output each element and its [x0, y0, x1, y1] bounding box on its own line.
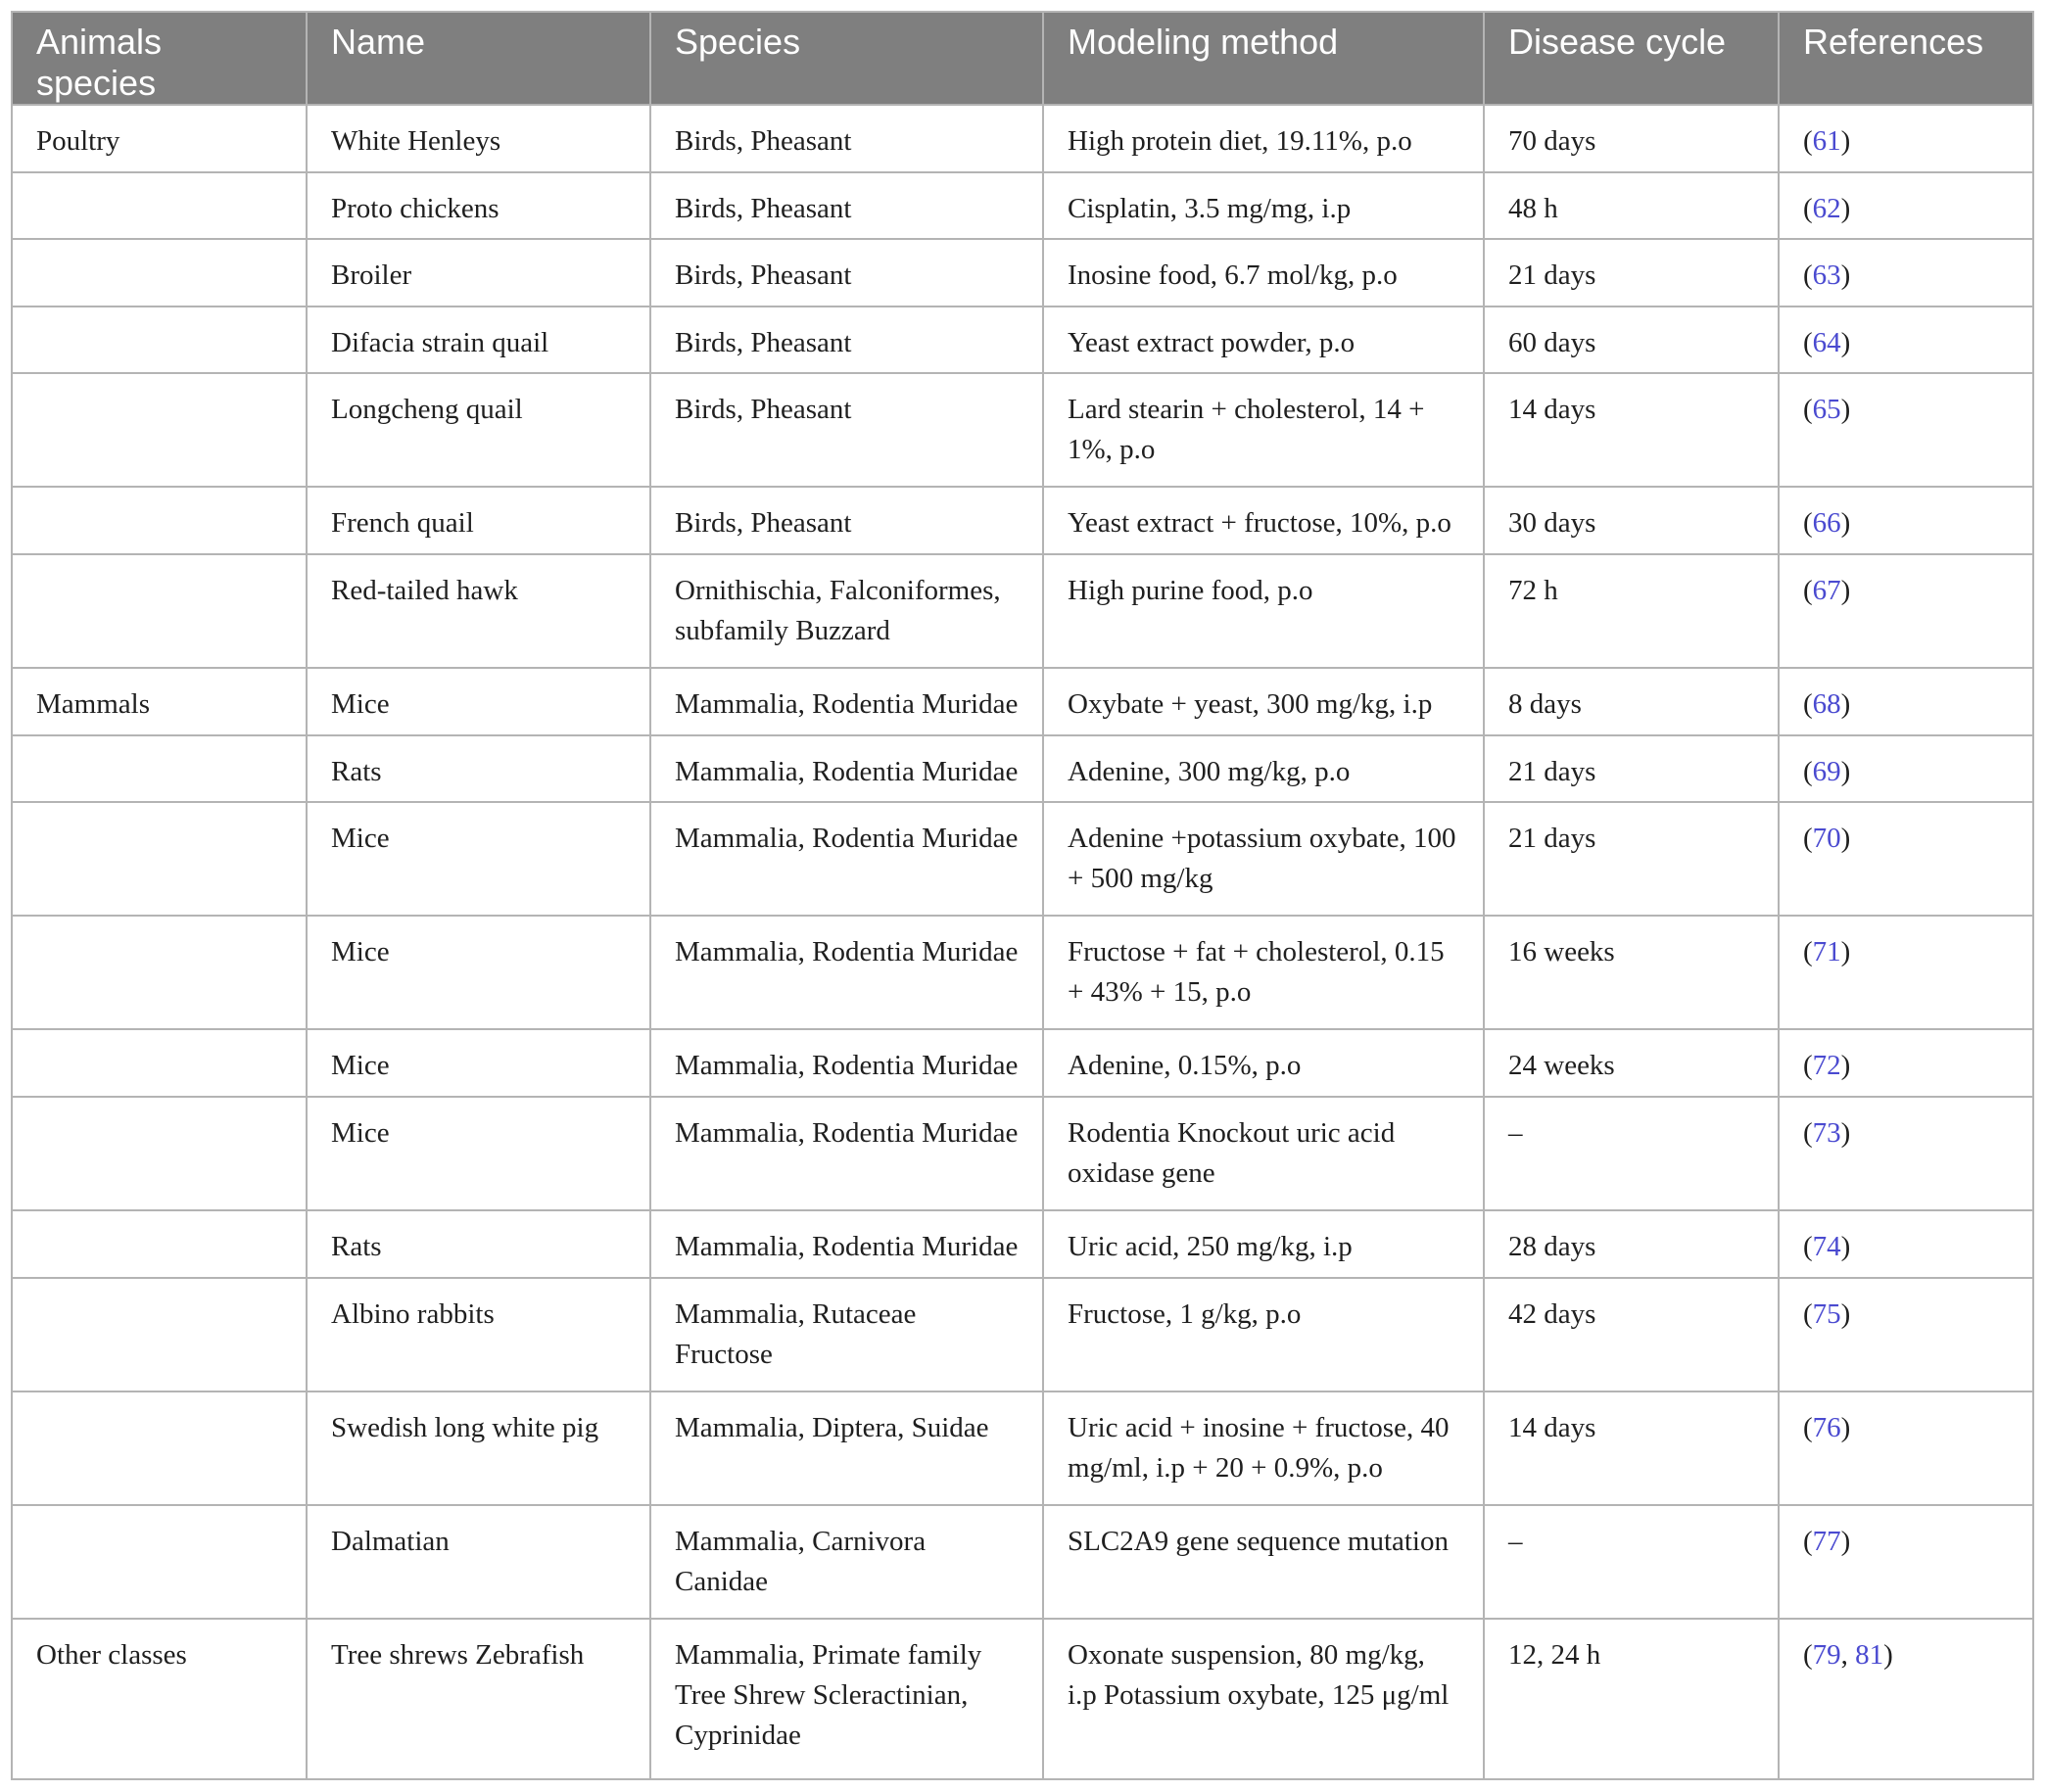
cell-references: (69)	[1779, 735, 2033, 803]
cell-modeling-method: Fructose + fat + cholesterol, 0.15 + 43% + 15, p.o	[1043, 916, 1484, 1029]
reference-link[interactable]: 68	[1812, 687, 1841, 720]
cell-species: Mammalia, Rodentia Muridae	[650, 1029, 1043, 1097]
cell-modeling-method: High purine food, p.o	[1043, 554, 1484, 668]
cell-disease-cycle: 24 weeks	[1484, 1029, 1779, 1097]
cell-animals-species	[12, 1278, 307, 1391]
cell-name: Red-tailed hawk	[307, 554, 650, 668]
cell-references: (79, 81)	[1779, 1619, 2033, 1779]
cell-references: (66)	[1779, 487, 2033, 554]
cell-name: Albino rabbits	[307, 1278, 650, 1391]
cell-references: (61)	[1779, 105, 2033, 172]
cell-disease-cycle: 21 days	[1484, 735, 1779, 803]
cell-species: Birds, Pheasant	[650, 373, 1043, 487]
cell-modeling-method: Uric acid, 250 mg/kg, i.p	[1043, 1210, 1484, 1278]
cell-modeling-method: Adenine, 300 mg/kg, p.o	[1043, 735, 1484, 803]
cell-disease-cycle: 30 days	[1484, 487, 1779, 554]
table-row	[12, 1619, 2033, 1779]
cell-modeling-method: Oxonate suspension, 80 mg/kg, i.p Potassium oxybate, 125 μg/ml	[1043, 1619, 1484, 1779]
cell-disease-cycle: 28 days	[1484, 1210, 1779, 1278]
header-modeling-method: Modeling method	[1043, 12, 1484, 105]
cell-name: Mice	[307, 1029, 650, 1097]
reference-link[interactable]: 63	[1812, 259, 1841, 292]
cell-species: Mammalia, Rodentia Muridae	[650, 1210, 1043, 1278]
cell-modeling-method: SLC2A9 gene sequence mutation	[1043, 1505, 1484, 1619]
cell-modeling-method: High protein diet, 19.11%, p.o	[1043, 105, 1484, 172]
table-row	[12, 1505, 2033, 1619]
cell-name: Rats	[307, 1210, 650, 1278]
cell-name: Dalmatian	[307, 1505, 650, 1619]
cell-name: French quail	[307, 487, 650, 554]
cell-modeling-method: Yeast extract powder, p.o	[1043, 307, 1484, 374]
reference-link[interactable]: 72	[1812, 1050, 1841, 1082]
cell-references: (64)	[1779, 307, 2033, 374]
cell-disease-cycle: 21 days	[1484, 239, 1779, 307]
table-row	[12, 916, 2033, 1029]
cell-name: Tree shrews Zebrafish	[307, 1619, 650, 1779]
cell-animals-species	[12, 1097, 307, 1210]
table-header	[12, 12, 2033, 105]
cell-animals-species	[12, 239, 307, 307]
table-row	[12, 239, 2033, 307]
cell-name: Rats	[307, 735, 650, 803]
cell-name: Swedish long white pig	[307, 1391, 650, 1505]
table-row	[12, 105, 2033, 172]
cell-disease-cycle: 8 days	[1484, 668, 1779, 735]
cell-name: Mice	[307, 802, 650, 916]
reference-link[interactable]: 70	[1812, 823, 1841, 855]
table-row	[12, 1278, 2033, 1391]
cell-animals-species	[12, 1029, 307, 1097]
cell-species: Mammalia, Rodentia Muridae	[650, 916, 1043, 1029]
cell-animals-species	[12, 916, 307, 1029]
cell-species: Mammalia, Primate family Tree Shrew Scleractinian, Cyprinidae	[650, 1619, 1043, 1779]
cell-name: Broiler	[307, 239, 650, 307]
cell-animals-species	[12, 373, 307, 487]
cell-species: Mammalia, Rodentia Muridae	[650, 1097, 1043, 1210]
cell-disease-cycle: 16 weeks	[1484, 916, 1779, 1029]
table-row	[12, 373, 2033, 487]
animal-models-table	[11, 11, 2034, 1780]
table-row	[12, 1029, 2033, 1097]
reference-link[interactable]: 62	[1812, 192, 1841, 224]
cell-species: Birds, Pheasant	[650, 307, 1043, 374]
table-row	[12, 735, 2033, 803]
cell-modeling-method: Lard stearin + cholesterol, 14 + 1%, p.o	[1043, 373, 1484, 487]
header-species: Species	[650, 12, 1043, 105]
cell-disease-cycle: –	[1484, 1097, 1779, 1210]
cell-animals-species: Poultry	[12, 105, 307, 172]
cell-name: Mice	[307, 1097, 650, 1210]
cell-species: Mammalia, Rodentia Muridae	[650, 735, 1043, 803]
cell-disease-cycle: 48 h	[1484, 172, 1779, 240]
cell-modeling-method: Rodentia Knockout uric acid oxidase gene	[1043, 1097, 1484, 1210]
table-row	[12, 1210, 2033, 1278]
cell-references: (73)	[1779, 1097, 2033, 1210]
cell-disease-cycle: –	[1484, 1505, 1779, 1619]
cell-animals-species	[12, 1210, 307, 1278]
cell-references: (62)	[1779, 172, 2033, 240]
reference-link[interactable]: 81	[1855, 1639, 1884, 1672]
cell-name: Mice	[307, 916, 650, 1029]
cell-disease-cycle: 14 days	[1484, 373, 1779, 487]
cell-animals-species	[12, 487, 307, 554]
cell-name: Difacia strain quail	[307, 307, 650, 374]
cell-references: (77)	[1779, 1505, 2033, 1619]
cell-references: (65)	[1779, 373, 2033, 487]
cell-modeling-method: Fructose, 1 g/kg, p.o	[1043, 1278, 1484, 1391]
cell-modeling-method: Adenine +potassium oxybate, 100 + 500 mg/kg	[1043, 802, 1484, 916]
cell-disease-cycle: 70 days	[1484, 105, 1779, 172]
cell-animals-species	[12, 1505, 307, 1619]
cell-species: Birds, Pheasant	[650, 487, 1043, 554]
cell-references: (67)	[1779, 554, 2033, 668]
reference-link[interactable]: 77	[1812, 1525, 1841, 1557]
cell-name: Proto chickens	[307, 172, 650, 240]
cell-references: (72)	[1779, 1029, 2033, 1097]
cell-animals-species	[12, 172, 307, 240]
cell-modeling-method: Yeast extract + fructose, 10%, p.o	[1043, 487, 1484, 554]
table-body	[12, 105, 2033, 1779]
reference-link[interactable]: 65	[1812, 394, 1841, 426]
cell-animals-species: Other classes	[12, 1619, 307, 1779]
cell-modeling-method: Uric acid + inosine + fructose, 40 mg/ml, i.p + 20 + 0.9%, p.o	[1043, 1391, 1484, 1505]
cell-species: Mammalia, Rodentia Muridae	[650, 668, 1043, 735]
cell-animals-species	[12, 735, 307, 803]
header-animals-species: Animals species	[12, 12, 307, 105]
cell-disease-cycle: 14 days	[1484, 1391, 1779, 1505]
table-row	[12, 668, 2033, 735]
cell-species: Birds, Pheasant	[650, 105, 1043, 172]
header-disease-cycle: Disease cycle	[1484, 12, 1779, 105]
reference-link[interactable]: 69	[1812, 755, 1841, 787]
header-name: Name	[307, 12, 650, 105]
reference-link[interactable]: 64	[1812, 326, 1841, 358]
cell-name: Longcheng quail	[307, 373, 650, 487]
cell-references: (70)	[1779, 802, 2033, 916]
cell-animals-species	[12, 1391, 307, 1505]
reference-link[interactable]: 66	[1812, 507, 1841, 540]
cell-animals-species: Mammals	[12, 668, 307, 735]
reference-link[interactable]: 75	[1812, 1297, 1841, 1330]
header-row	[12, 12, 2033, 105]
cell-references: (74)	[1779, 1210, 2033, 1278]
cell-species: Birds, Pheasant	[650, 172, 1043, 240]
reference-link[interactable]: 73	[1812, 1116, 1841, 1149]
cell-modeling-method: Oxybate + yeast, 300 mg/kg, i.p	[1043, 668, 1484, 735]
cell-species: Mammalia, Rutaceae Fructose	[650, 1278, 1043, 1391]
cell-species: Mammalia, Carnivora Canidae	[650, 1505, 1043, 1619]
cell-references: (71)	[1779, 916, 2033, 1029]
header-references: References	[1779, 12, 2033, 105]
cell-species: Ornithischia, Falconiformes, subfamily Buzzard	[650, 554, 1043, 668]
reference-link[interactable]: 74	[1812, 1231, 1841, 1263]
cell-species: Birds, Pheasant	[650, 239, 1043, 307]
cell-disease-cycle: 42 days	[1484, 1278, 1779, 1391]
cell-species: Mammalia, Diptera, Suidae	[650, 1391, 1043, 1505]
table-row	[12, 802, 2033, 916]
cell-name: White Henleys	[307, 105, 650, 172]
cell-references: (75)	[1779, 1278, 2033, 1391]
table-row	[12, 554, 2033, 668]
cell-references: (63)	[1779, 239, 2033, 307]
cell-references: (76)	[1779, 1391, 2033, 1505]
cell-animals-species	[12, 554, 307, 668]
cell-modeling-method: Cisplatin, 3.5 mg/mg, i.p	[1043, 172, 1484, 240]
reference-link[interactable]: 76	[1812, 1411, 1841, 1443]
cell-disease-cycle: 12, 24 h	[1484, 1619, 1779, 1779]
table-row	[12, 307, 2033, 374]
cell-modeling-method: Adenine, 0.15%, p.o	[1043, 1029, 1484, 1097]
cell-disease-cycle: 72 h	[1484, 554, 1779, 668]
cell-references: (68)	[1779, 668, 2033, 735]
table-row	[12, 172, 2033, 240]
cell-animals-species	[12, 802, 307, 916]
cell-name: Mice	[307, 668, 650, 735]
cell-species: Mammalia, Rodentia Muridae	[650, 802, 1043, 916]
cell-modeling-method: Inosine food, 6.7 mol/kg, p.o	[1043, 239, 1484, 307]
cell-disease-cycle: 21 days	[1484, 802, 1779, 916]
reference-link[interactable]: 71	[1812, 936, 1841, 968]
table-row	[12, 1097, 2033, 1210]
cell-disease-cycle: 60 days	[1484, 307, 1779, 374]
reference-link[interactable]: 67	[1812, 574, 1841, 606]
table-row	[12, 1391, 2033, 1505]
cell-animals-species	[12, 307, 307, 374]
table-row	[12, 487, 2033, 554]
reference-link[interactable]: 61	[1812, 125, 1841, 157]
reference-link[interactable]: 79	[1812, 1639, 1841, 1672]
